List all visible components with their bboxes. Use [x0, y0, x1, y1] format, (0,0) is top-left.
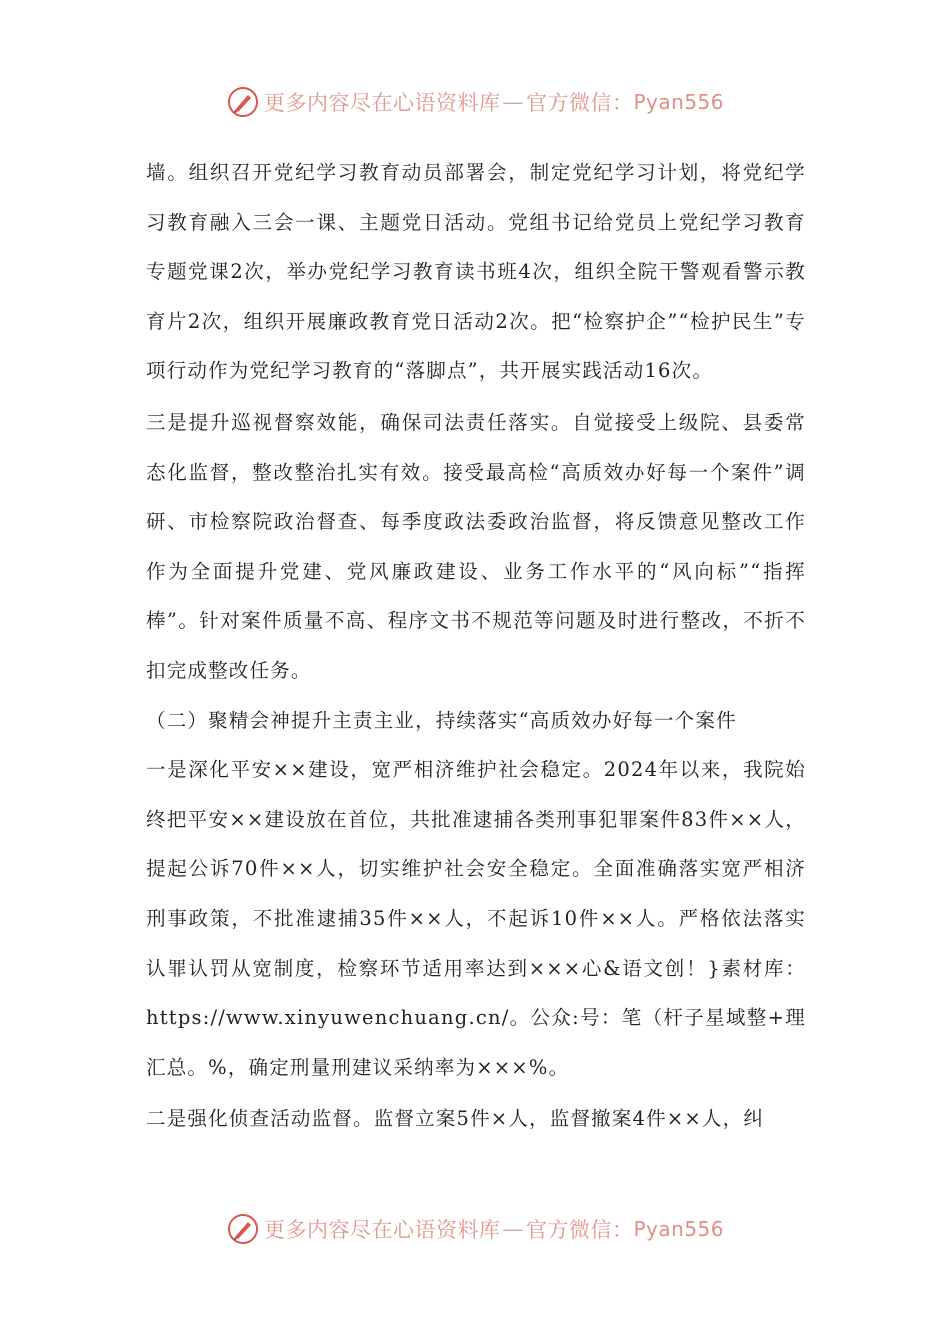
banner-text: 更多内容尽在心语资料库 [263, 1218, 501, 1242]
paragraph: 二是强化侦查活动监督。监督立案5件×人，监督撤案4件××人，纠 [146, 1107, 765, 1131]
banner-text: 更多内容尽在心语资料库 [263, 91, 501, 115]
banner-separator: — [502, 1217, 524, 1241]
footer-banner [0, 1212, 950, 1246]
banner-label: 官方微信： [525, 91, 634, 115]
section-heading: （二）聚精会神提升主责主业，持续落实“高质效办好每一个案件 [146, 708, 737, 732]
document-body [146, 148, 806, 1144]
paragraph: 一是深化平安××建设，宽严相济维护社会稳定。2024年以来，我院始终把平安××建设放在首位，共批准逮捕各类刑事犯罪案件83件××人，提起公诉70件××人，切实维护社会安全稳定。全面准确落实宽严相济刑事政策，不批准逮捕35件××人，不起诉10件××人。严格依法落实认罪认罚从宽制度，检察环节适用率达到×××心&语文创！}素材库：https://www.xinyuwenchuang.cn/。公众:号：笔（杆子星域整+理汇总。%，确定刑量刑建议采纳率为×××%。 [146, 758, 806, 1079]
banner-wechat-id: Pyan556 [633, 90, 724, 114]
header-banner [0, 85, 950, 119]
paragraph: 墙。组织召开党纪学习教育动员部署会，制定党纪学习计划，将党纪学习教育融入三会一课、主题党日活动。党组书记给党员上党纪学习教育专题党课2次，举办党纪学习教育读书班4次，组织全院干警观看警示教育片2次，组织开展廉政教育党日活动2次。把“检察护企”“检护民生”专项行动作为党纪学习教育的“落脚点”，共开展实践活动16次。 [146, 161, 806, 383]
pen-logo-icon [226, 85, 260, 119]
pen-logo-icon [226, 1212, 260, 1246]
banner-wechat-id: Pyan556 [633, 1217, 724, 1241]
banner-label: 官方微信： [525, 1218, 634, 1242]
banner-separator: — [502, 90, 524, 114]
paragraph: 三是提升巡视督察效能，确保司法责任落实。自觉接受上级院、县委常态化监督，整改整治扎实有效。接受最高检“高质效办好每一个案件”调研、市检察院政治督查、每季度政法委政治监督，将反馈意见整改工作作为全面提升党建、党风廉政建设、业务工作水平的“风向标”“指挥棒”。针对案件质量不高、程序文书不规范等问题及时进行整改，不折不扣完成整改任务。 [146, 410, 806, 682]
